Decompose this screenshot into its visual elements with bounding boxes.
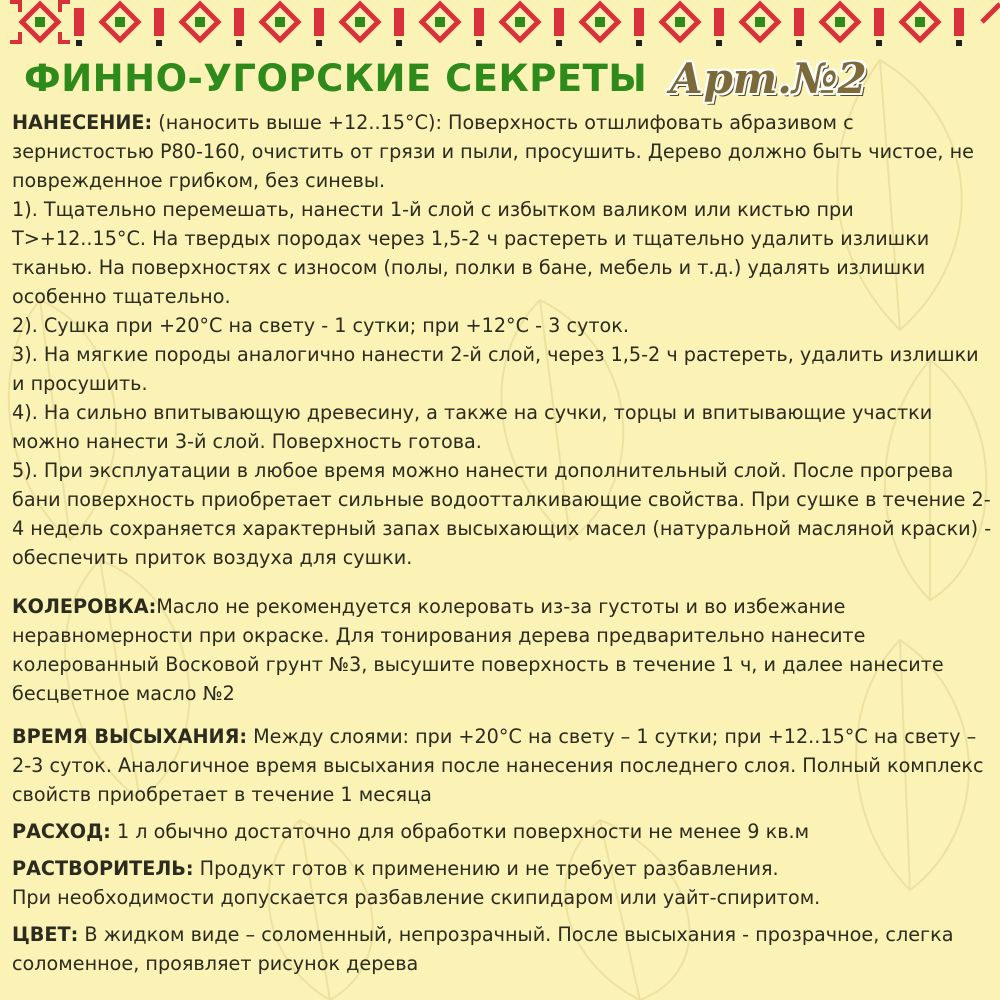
application-section (12, 108, 992, 195)
brand-title: ФИННО-УГОРСКИЕ СЕКРЕТЫ (24, 56, 648, 100)
consumption-label: РАСХОД: (12, 820, 111, 843)
consumption-text: 1 л обычно достаточно для обработки поверхности не менее 9 кв.м (110, 820, 810, 843)
application-step: 2). Сушка при +20°С на свету - 1 сутки; при +12°С - 3 суток. (12, 314, 629, 337)
solvent-label: РАСТВОРИТЕЛЬ: (12, 857, 194, 880)
color-section (12, 920, 992, 978)
application-step: 1). Тщательно перемешать, нанести 1-й слой с избытком валиком или кистью при Т>+12..15°С. На твердых породах через 1,5-2 ч растереть и тщательно удалить излишки тканью. На поверхностях с износом (полы, полки в бане, мебель и т.д.) удалять излишки особенно тщательно. (12, 198, 930, 308)
solvent-text: Продукт готов к применению и не требует разбавления. (193, 857, 779, 880)
tinting-section (12, 592, 992, 708)
application-step: 4). На сильно впитывающую древесину, а также на сучки, торцы и впитывающие участки можно нанести 3-й слой. Поверхность готова. (12, 401, 933, 453)
application-step: 5). При эксплуатации в любое время можно нанести дополнительный слой. После прогрева бани поверхность приобретает сильные водоотталкивающие свойства. При сушке в течение 2-4 недель сохраняется характерный запах высыхающих масел (натуральной масляной краски) - обеспечить приток воздуха для сушки. (12, 459, 992, 569)
drying-label: ВРЕМЯ ВЫСЫХАНИЯ: (12, 725, 248, 748)
application-label: НАНЕСЕНИЕ: (12, 111, 153, 134)
application-intro: (наносить выше +12..15°С): Поверхность отшлифовать абразивом с зернистостью Р80-160, очистить от грязи и пыли, просушить. Дерево должно быть чистое, не поврежденное грибком, без синевы. (12, 111, 974, 192)
drying-text: Между слоями: при +20°С на свету – 1 сутки; при +12..15°С на свету – 2-3 суток. Аналогичное время высыхания после нанесения последнего слоя. Полный комплекс свойств приобретает в течение 1 месяца (12, 725, 984, 806)
drying-section (12, 722, 992, 809)
header (24, 52, 984, 104)
consumption-section (12, 817, 992, 846)
folk-ornament-border (0, 0, 1000, 48)
color-label: ЦВЕТ: (12, 923, 79, 946)
tinting-text: Масло не рекомендуется колеровать из-за густоты и во избежание неравномерности при окраске. Для тонирования дерева предварительно нанесите колерованный Восковой грунт №3, высушите поверхность в течение 1 ч, и далее нанесите бесцветное масло №2 (12, 595, 944, 705)
application-step: 3). На мягкие породы аналогично нанести 2-й слой, через 1,5-2 ч растереть, удалить излишки и просушить. (12, 343, 979, 395)
color-text: В жидком виде – соломенный, непрозрачный. После высыхания - прозрачное, слегка соломенное, проявляет рисунок дерева (12, 923, 954, 975)
solvent-section (12, 854, 992, 883)
article-number: Арт.№2 (669, 53, 867, 103)
instructions-body (12, 108, 992, 978)
tinting-label: КОЛЕРОВКА: (12, 595, 157, 618)
solvent-text-2: При необходимости допускается разбавление скипидаром или уайт-спиритом. (12, 886, 821, 909)
